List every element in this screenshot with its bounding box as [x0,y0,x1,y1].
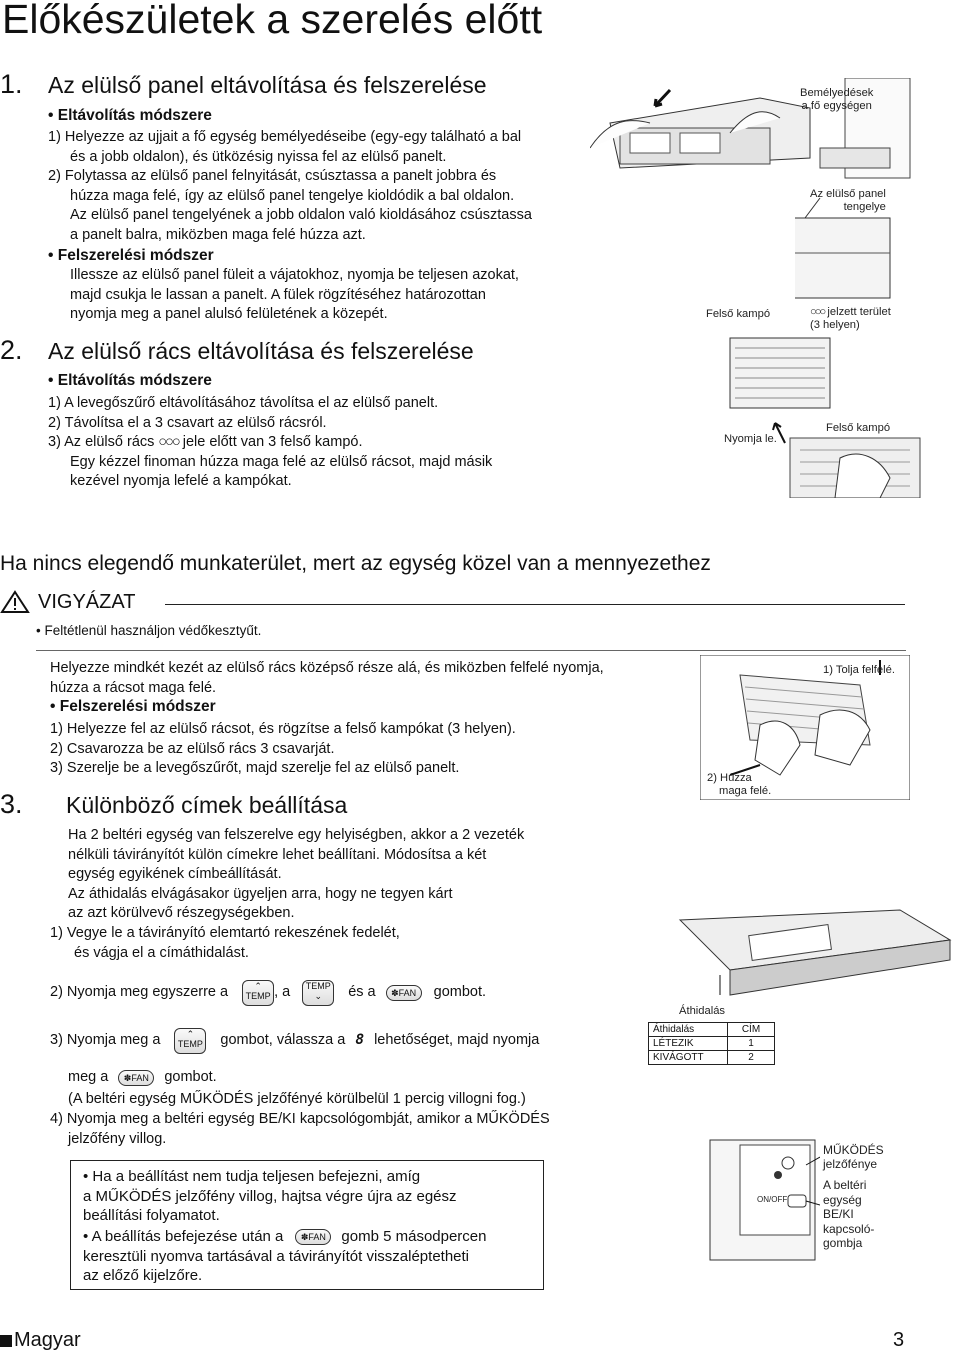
note-2: • A beállítás befejezése után a ✽FAN gomb 5 másodpercen keresztüli nyomva tartásával a távirányítót visszaléptetheti az előző kijelzőre. [83,1228,487,1284]
fan-key-3: ✽FAN [295,1229,331,1245]
marker-circles-icon: ○○○ [158,434,179,450]
table-header-row: Áthidalás CÍM [649,1023,775,1037]
table-row: LÉTEZIK 1 [649,1037,775,1051]
display-glyph: 8 [355,1032,365,1049]
section3-step1: 1) Vegye le a távirányító elemtartó rekeszének fedelét, és vágja el a címáthidalást. [50,925,400,961]
section3-step3-note: (A beltéri egység MŰKÖDÉS jelzőfényé körülbelül 1 percig villogni fog.) [68,1091,526,1107]
section3-step3: 3) Nyomja meg a ⌃ TEMP gombot, válassza a 8 lehetőséget, majd nyomja [50,1028,539,1054]
section3-step3-cont: meg a ✽FAN gombot. [68,1069,217,1085]
caution-title: VIGYÁZAT [38,590,136,613]
page-number: 3 [893,1329,905,1351]
section1-number: 1. [0,69,23,99]
caution-header [0,589,135,615]
push-up-label: 1) Tolja felfelé. [823,664,895,676]
caution-divider [36,650,906,651]
section1-heading [0,70,487,99]
jumper-label: Áthidalás [679,1005,726,1017]
press-down-label: Nyomja le. [724,433,777,445]
marked-area-label: ○○○ jelzett terület (3 helyen) [810,306,891,331]
warning-icon [0,590,30,614]
section1-step1: 1) Helyezze az ujjait a fő egység bemélyedéseibe (egy-egy található a bal és a jobb oldalon), és ütközésig nyissa fel az elülső panelt. [48,129,522,165]
pull-label: 2) Húzza maga felé. [707,772,772,797]
section2-removal-heading: • Eltávolítás módszere [48,372,212,389]
section2-steps: 1) A levegőszűrő eltávolításához távolítsa el az elülső panelt. 2) Távolítsa el a 3 csavart az elülső rácsról. 3) Az elülső rács ○○○ jele előtt van 3 felső kampó. Egy kézzel finoman húzza maga felé az elülső rácsot, majd másik kezével nyomja lefelé a kampókat. [48,395,493,489]
section1-install-heading: • Felszerelési módszer [48,247,214,264]
caution-text: • Feltétlenül használjon védőkesztyűt. [36,623,262,638]
section3-intro: Ha 2 beltéri egység van felszerelve egy helyiségben, akkor a 2 vezeték nélküli távirányítót külön címekre lehet beállítani. Módosítsa a két egység egyikének címbeállítását. Az áthidalás elvágásakor ügyeljen arra, hogy ne tegyen kárt az azt körülvevő részegységekben. [68,827,525,921]
upper-hook-label-2: Felső kampó [826,422,891,434]
footer-language: Magyar [0,1329,81,1352]
section3-step2: 2) Nyomja meg egyszerre a ⌃ TEMP , a TEMP ⌄ és a ✽FAN gombot. [50,980,486,1006]
operation-lamp-label: MŰKÖDÉS jelzőfénye [823,1143,884,1171]
temp-up-key-2: ⌃ TEMP [174,1028,206,1054]
note-1: • Ha a beállítást nem tudja teljesen befejezni, amíg a MŰKÖDÉS jelzőfény villog, hajtsa végre újra az egész beállítási folyamatot. [83,1168,457,1224]
section2-heading [0,336,474,365]
table-row: KIVÁGOTT 2 [649,1051,775,1065]
onoff-label: ON/OFF [757,1195,788,1204]
upper-hook-label-1: Felső kampó [706,308,771,320]
fan-key-2: ✽FAN [118,1070,154,1086]
section3-heading [0,790,347,819]
ceiling-heading: Ha nincs elegendő munkaterület, mert az egység közel van a mennyezethez [0,552,711,575]
section3-step4: 4) Nyomja meg a beltéri egység BE/KI kapcsológombját, amikor a MŰKÖDÉS jelzőfény villog. [50,1111,550,1147]
temp-up-key: ⌃ TEMP [242,980,274,1006]
section2-title: Az elülső rács eltávolítása és felszerelése [48,338,474,364]
section1-title: Az elülső panel eltávolítása és felszerelése [48,72,487,98]
onoff-switch-label: A beltéri egység BE/KI kapcsoló- gombja [823,1178,875,1250]
panel-axis-label: Az elülső panel tengelye [810,188,886,213]
section1-step2: 2) Folytassa az elülső panel felnyitását, csúsztassa a panelt jobbra és húzza maga felé, így az elülső panel tengelye kioldódik a bal oldalon. Az elülső panel tengelyének a jobb oldalon való kioldásához csúsztassa a panelt balra, miközben maga felé húzza azt. [48,168,532,243]
section3-title: Különböző címek beállítása [66,792,348,818]
ceiling-text: Helyezze mindkét kezét az elülső rács középső része alá, és miközben felfelé nyomja, húzza a rácsot maga felé. [50,660,604,696]
ceiling-install-steps: 1) Helyezze fel az elülső rácsot, és rögzítse a felső kampókat (3 helyen). 2) Csavarozza be az elülső rács 3 csavarját. 3) Szerelje be a levegőszűrőt, majd szerelje fel az elülső panelt. [50,721,516,776]
black-square-icon [0,1335,12,1347]
notes-box [70,1160,544,1290]
page-title: Előkészületek a szerelés előtt [2,0,543,42]
section1-install-text: Illessze az elülső panel füleit a vájatokhoz, nyomja be teljesen azokat, majd csukja le lassan a panelt. A fülek rögzítéséhez határozottan nyomja meg a panel alulsó felületének a közepét. [70,267,519,322]
fan-key: ✽FAN [386,985,422,1001]
caution-rule [165,604,905,605]
temp-down-key: TEMP ⌄ [302,980,334,1006]
jumper-address-table [648,1022,775,1065]
ceiling-install-heading: • Felszerelési módszer [50,698,216,715]
recess-label: Bemélyedések a fő egységen [800,87,874,112]
section1-removal-heading: • Eltávolítás módszere [48,107,212,124]
section2-number: 2. [0,335,23,365]
section3-number: 3. [0,789,23,819]
remote-battery-illustration [660,900,960,1005]
